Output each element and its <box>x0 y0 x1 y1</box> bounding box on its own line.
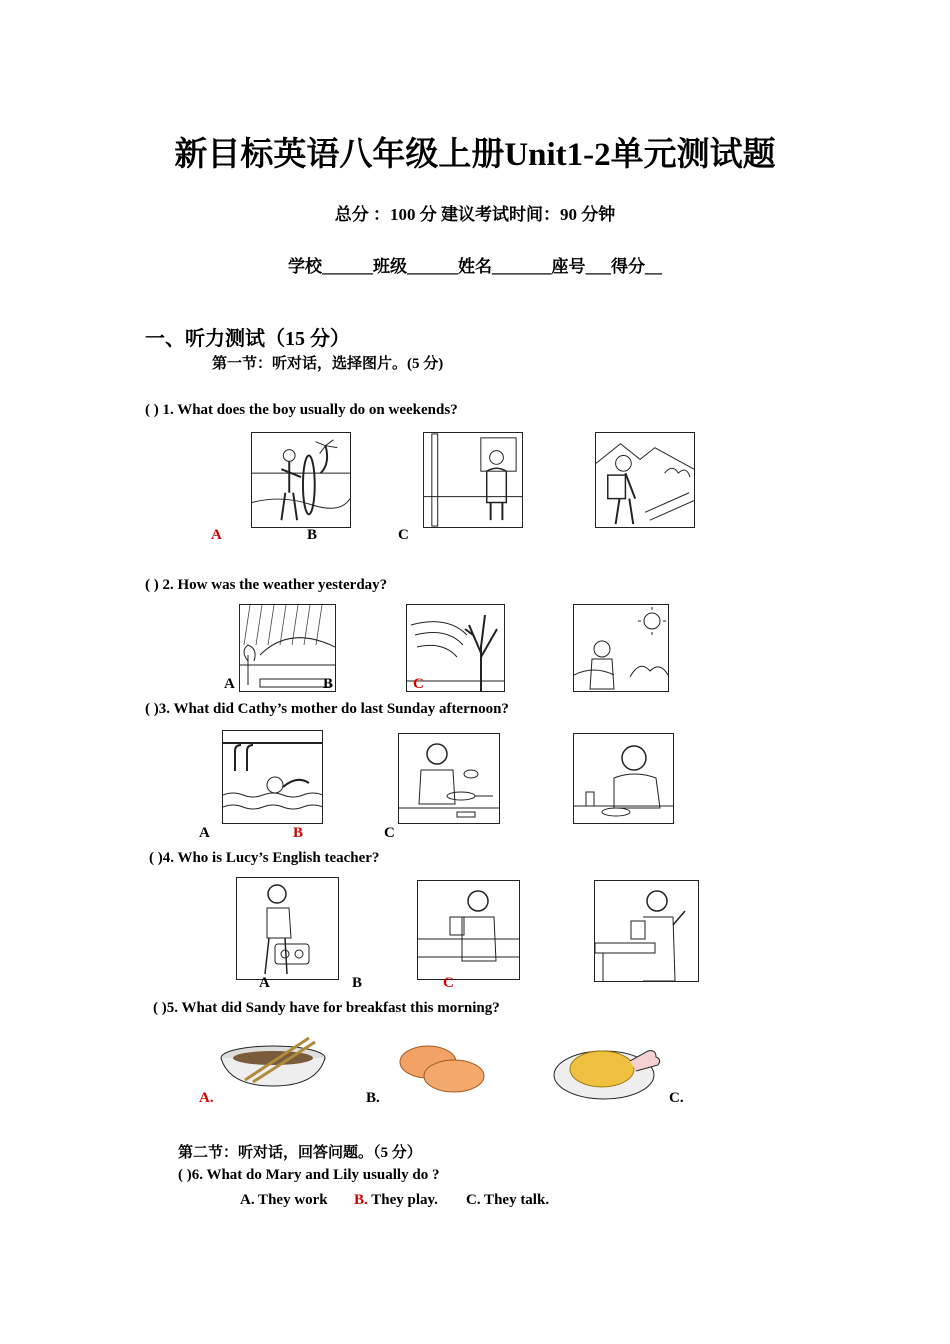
q5-label-b: B. <box>366 1090 380 1106</box>
q4-label-a: A <box>259 975 270 991</box>
q4-label-b: B <box>352 975 363 991</box>
part2-heading: 第二节：听对话，回答问题。（5 分） <box>178 1145 422 1161</box>
swimming-icon <box>222 730 323 824</box>
noodles-bowl-icon <box>217 1030 329 1088</box>
q3-label-a: A <box>199 825 210 841</box>
q1-label-a: A <box>211 527 222 543</box>
chicken-plate-icon <box>552 1037 662 1103</box>
section-heading-listening: 一、听力测试（15 分） <box>145 328 350 350</box>
question-2: ( ) 2. How was the weather yesterday? <box>145 577 388 593</box>
question-5: ( )5. What did Sandy have for breakfast this morning? <box>153 1000 500 1016</box>
q6-option-b <box>354 1192 438 1209</box>
q5-label-a-text: A. <box>199 1090 214 1106</box>
q4-label-c: C <box>443 975 454 991</box>
q2-label-b: B <box>323 676 334 692</box>
q5-label-a <box>199 1090 214 1107</box>
boy-at-window-icon <box>423 432 523 528</box>
student-info-line: 学校______班级______姓名_______座号___得分__ <box>288 257 662 276</box>
reading-glasses-woman-icon <box>417 880 520 980</box>
q1-label-c: C <box>398 527 409 543</box>
q6-option-b-letter: B. <box>354 1192 368 1208</box>
beach-surfboard-icon <box>251 432 351 528</box>
q2-label-c: C <box>413 676 424 692</box>
q2-label-a: A <box>224 676 235 692</box>
q1-label-b: B <box>307 527 318 543</box>
q5-label-c: C. <box>669 1090 684 1106</box>
cooking-pancake-icon <box>398 733 500 824</box>
q6-option-a: A. They work <box>240 1192 328 1208</box>
q3-label-b: B <box>293 825 304 841</box>
score-time-line: 总分 ：100 分 建议考试时间：90 分钟 <box>334 205 616 224</box>
question-1: ( ) 1. What does the boy usually do on weekends? <box>145 402 458 418</box>
hiker-backpack-icon <box>595 432 695 528</box>
q6-option-c: C. They talk. <box>466 1192 550 1208</box>
q3-label-c: C <box>384 825 395 841</box>
rainy-lake-icon <box>239 604 336 692</box>
question-6: ( )6. What do Mary and Lily usually do ? <box>178 1167 440 1183</box>
sunny-hot-icon <box>573 604 669 692</box>
eating-dinner-icon <box>573 733 674 824</box>
page-title: 新目标英语八年级上册Unit1-2单元测试题 <box>174 137 776 173</box>
teacher-with-book-icon <box>594 880 699 982</box>
part1-heading: 第一节：听对话，选择图片。(5 分) <box>212 356 444 372</box>
question-3: ( )3. What did Cathy’s mother do last Sunday afternoon? <box>145 701 509 717</box>
eggs-icon <box>392 1044 496 1094</box>
question-4: ( )4. Who is Lucy’s English teacher? <box>149 850 380 866</box>
q6-option-b-text: They play. <box>367 1192 438 1208</box>
woman-with-radio-icon <box>236 877 339 980</box>
